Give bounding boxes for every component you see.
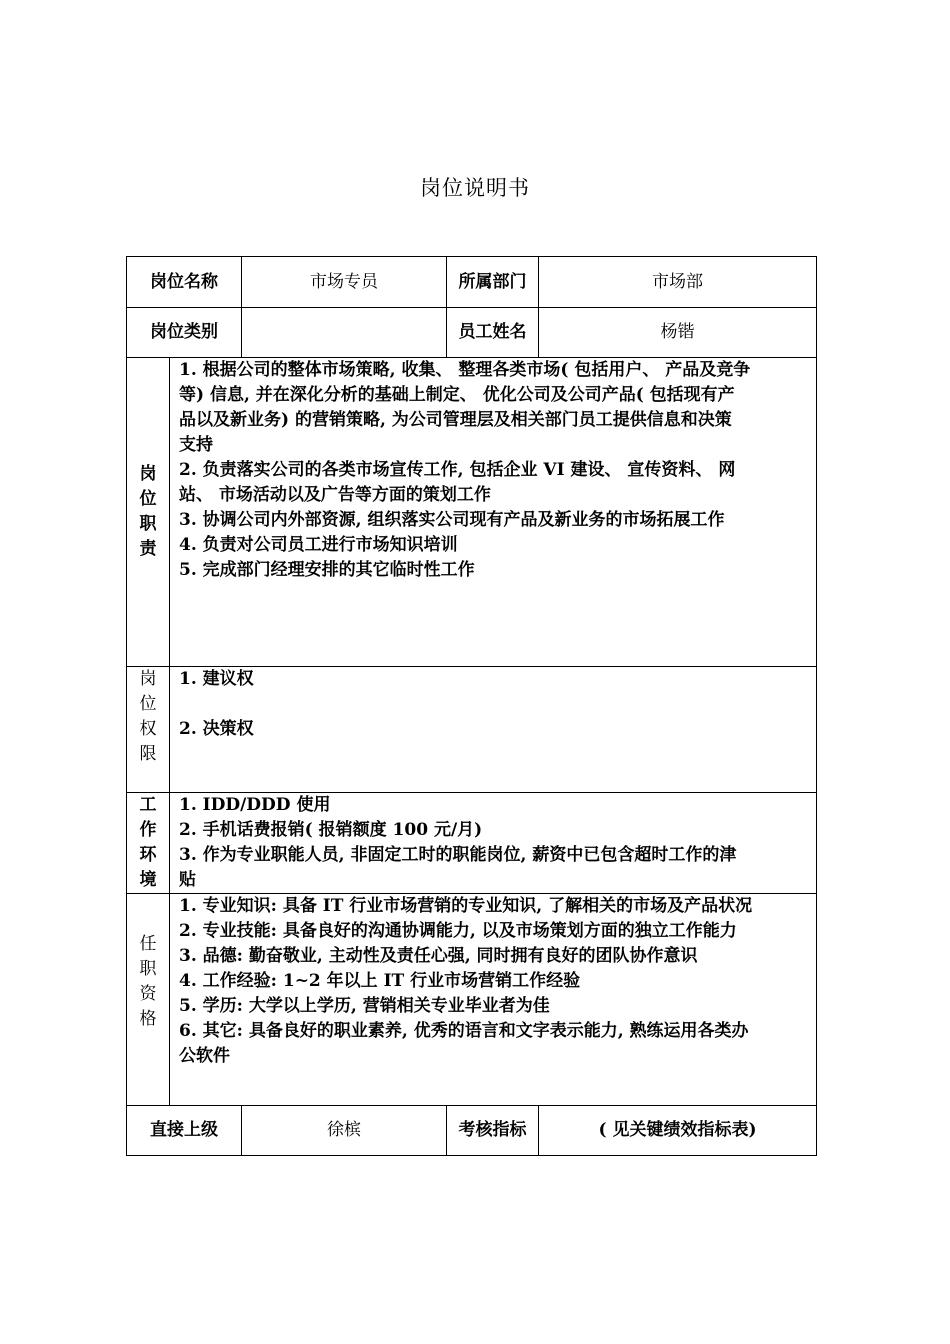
duty-line: 品以及新业务) 的营销策略, 为公司管理层及相关部门员工提供信息和决策 — [179, 410, 732, 430]
duty-line: 3. 协调公司内外部资源, 组织落实公司现有产品及新业务的市场拓展工作 — [179, 510, 725, 530]
job-description-table — [126, 256, 817, 1156]
value-position-name: 市场专员 — [242, 257, 447, 308]
label-char: 职 — [139, 514, 157, 534]
duty-line: 4. 负责对公司员工进行市场知识培训 — [179, 535, 458, 555]
label-char: 权 — [139, 719, 157, 739]
label-position-name: 岗位名称 — [127, 257, 242, 308]
duty-line: 2. 负责落实公司的各类市场宣传工作, 包括企业 VI 建设、 宣传资料、 网 — [179, 460, 736, 480]
value-position-category — [242, 308, 447, 358]
qualification-line: 2. 专业技能: 具备良好的沟通协调能力, 以及市场策划方面的独立工作能力 — [179, 921, 737, 941]
duty-line: 1. 根据公司的整体市场策略, 收集、 整理各类市场( 包括用户、 产品及竞争 — [179, 360, 751, 380]
label-char: 境 — [139, 870, 157, 890]
section-label-environment — [127, 793, 170, 894]
row-duties — [127, 358, 817, 667]
authority-content — [170, 667, 817, 793]
label-char: 任 — [139, 934, 157, 954]
label-char: 资 — [139, 984, 157, 1004]
duty-line: 等) 信息, 并在深化分析的基础上制定、 优化公司及公司产品( 包括现有产 — [179, 385, 735, 405]
qualification-line: 6. 其它: 具备良好的职业素养, 优秀的语言和文字表示能力, 熟练运用各类办 — [179, 1021, 749, 1041]
section-label-qualifications — [127, 894, 170, 1106]
row-authority — [127, 667, 817, 793]
label-char: 工 — [139, 795, 157, 815]
environment-line: 贴 — [179, 870, 196, 890]
label-char: 作 — [139, 820, 157, 840]
value-employee-name: 杨锴 — [539, 308, 817, 358]
label-char: 责 — [139, 539, 157, 559]
row-qualifications — [127, 894, 817, 1106]
row-supervisor — [127, 1106, 817, 1156]
authority-item: 2. 决策权 — [179, 719, 254, 739]
environment-line: 1. IDD/DDD 使用 — [179, 795, 331, 815]
label-supervisor: 直接上级 — [127, 1106, 242, 1156]
section-label-duties — [127, 358, 170, 667]
authority-item: 1. 建议权 — [179, 669, 254, 689]
label-char: 位 — [139, 489, 157, 509]
qualification-line: 4. 工作经验: 1~2 年以上 IT 行业市场营销工作经验 — [179, 971, 581, 991]
qualifications-content — [170, 894, 817, 1106]
label-assessment: 考核指标 — [447, 1106, 539, 1156]
label-employee-name: 员工姓名 — [447, 308, 539, 358]
spacer — [179, 692, 808, 717]
qualification-line: 5. 学历: 大学以上学历, 营销相关专业毕业者为佳 — [179, 996, 550, 1016]
duty-line: 站、 市场活动以及广告等方面的策划工作 — [179, 485, 491, 505]
duty-line: 5. 完成部门经理安排的其它临时性工作 — [179, 560, 475, 580]
label-char: 岗 — [139, 669, 157, 689]
environment-content — [170, 793, 817, 894]
label-char: 位 — [139, 694, 157, 714]
label-char: 职 — [139, 959, 157, 979]
label-char: 岗 — [139, 464, 157, 484]
environment-line: 2. 手机话费报销( 报销额度 100 元/月) — [179, 820, 483, 840]
environment-line: 3. 作为专业职能人员, 非固定工时的职能岗位, 薪资中已包含超时工作的津 — [179, 845, 737, 865]
value-department: 市场部 — [539, 257, 817, 308]
row-position-category — [127, 308, 817, 358]
duty-line: 支持 — [179, 435, 213, 455]
qualification-line: 1. 专业知识: 具备 IT 行业市场营销的专业知识, 了解相关的市场及产品状况 — [179, 896, 753, 916]
value-assessment: ( 见关键绩效指标表) — [539, 1106, 817, 1156]
qualification-line: 3. 品德: 勤奋敬业, 主动性及责任心强, 同时拥有良好的团队协作意识 — [179, 946, 698, 966]
label-department: 所属部门 — [447, 257, 539, 308]
duties-content — [170, 358, 817, 667]
label-char: 环 — [139, 845, 157, 865]
value-supervisor: 徐槟 — [242, 1106, 447, 1156]
label-char: 限 — [139, 744, 157, 764]
label-char: 格 — [139, 1009, 157, 1029]
document-title: 岗位说明书 — [420, 176, 530, 200]
label-position-category: 岗位类别 — [127, 308, 242, 358]
row-environment — [127, 793, 817, 894]
row-position-name — [127, 257, 817, 308]
qualification-line: 公软件 — [179, 1046, 230, 1066]
section-label-authority — [127, 667, 170, 793]
